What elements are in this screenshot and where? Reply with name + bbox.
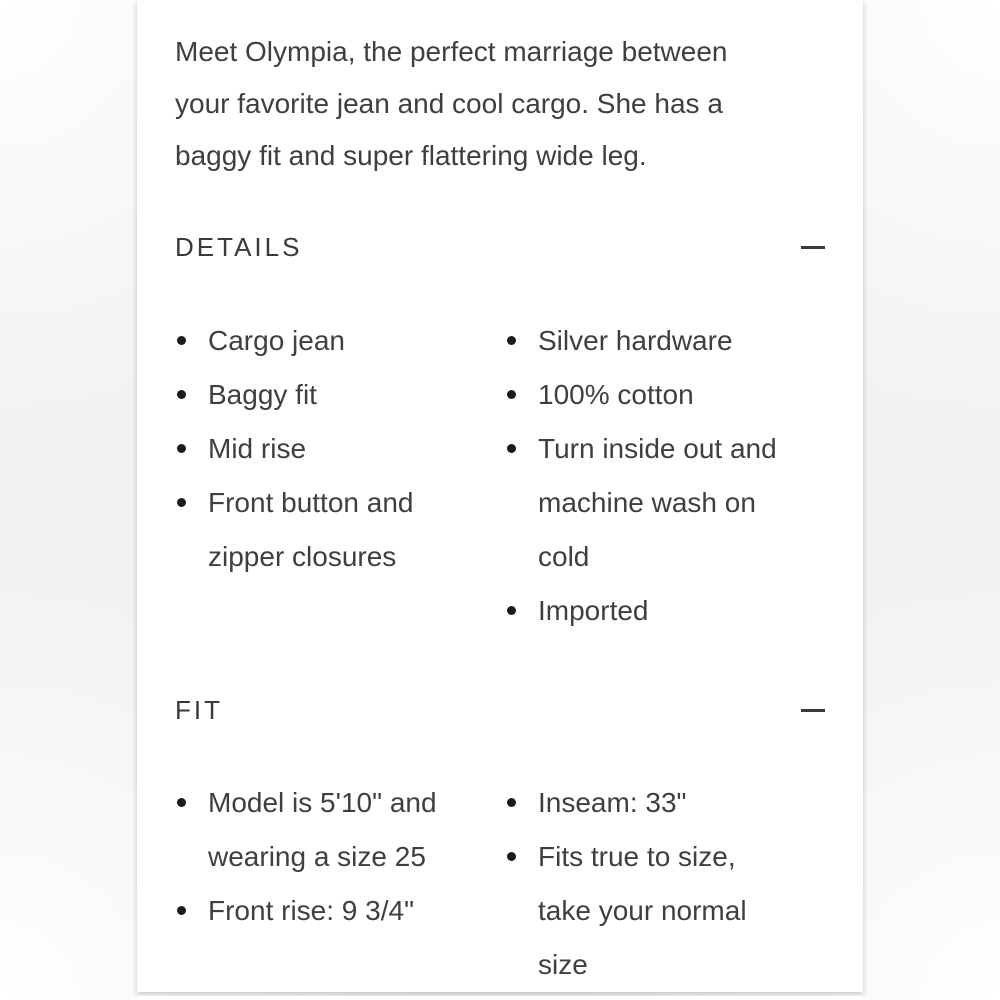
fit-section-title: FIT	[175, 695, 223, 725]
minus-icon	[801, 709, 825, 712]
details-section-header	[175, 229, 825, 265]
list-item: Turn inside out and machine wash on cold	[505, 422, 796, 584]
details-collapse-button[interactable]	[797, 233, 825, 261]
list-item: Baggy fit	[175, 368, 473, 422]
fit-section-header	[175, 692, 825, 728]
list-item: Cargo jean	[175, 314, 473, 368]
fit-list-right	[505, 776, 796, 992]
product-description-text: Meet Olympia, the perfect marriage between your favorite jean and cool cargo. She has a baggy fit and super flattering wide leg.	[175, 36, 728, 171]
list-item: Mid rise	[175, 422, 473, 476]
details-list-right	[505, 314, 796, 638]
details-section	[175, 229, 825, 638]
fit-list-left	[175, 776, 473, 992]
list-item: Model is 5'10" and wearing a size 25	[175, 776, 473, 884]
details-section-title: DETAILS	[175, 232, 303, 262]
minus-icon	[801, 246, 825, 249]
list-item: Fits true to size, take your normal size	[505, 830, 796, 992]
fit-collapse-button[interactable]	[797, 696, 825, 724]
list-item: 100% cotton	[505, 368, 796, 422]
details-list-left	[175, 314, 473, 638]
details-lists	[175, 314, 825, 638]
next-card-edge	[137, 996, 863, 1000]
list-item: Front button and zipper closures	[175, 476, 473, 584]
product-description-card	[137, 0, 863, 992]
list-item: Front rise: 9 3/4"	[175, 884, 473, 938]
fit-section	[175, 692, 825, 992]
list-item: Imported	[505, 584, 796, 638]
list-item: Silver hardware	[505, 314, 796, 368]
list-item: Inseam: 33"	[505, 776, 796, 830]
fit-lists	[175, 776, 825, 992]
